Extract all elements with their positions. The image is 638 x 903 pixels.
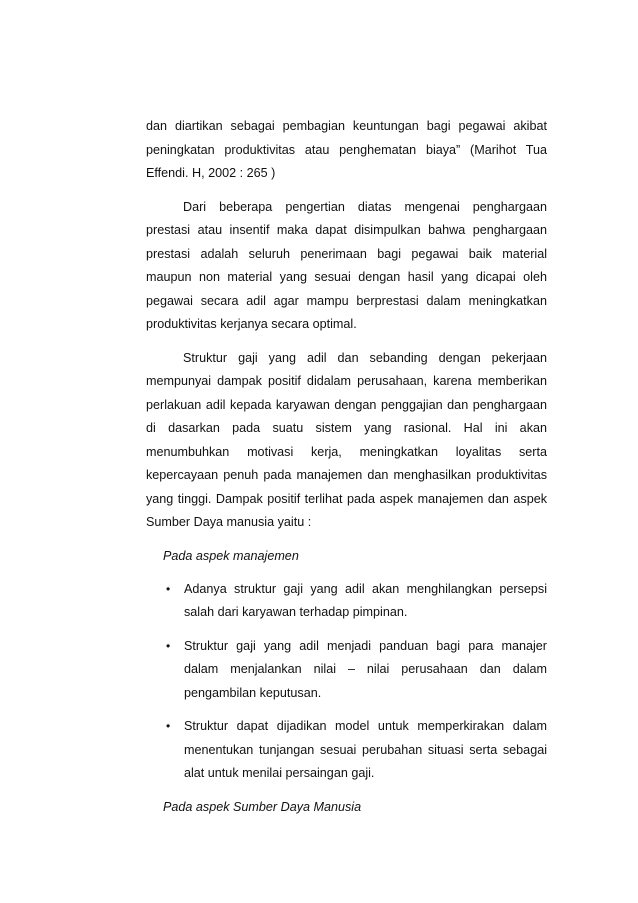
paragraph-2: Dari beberapa pengertian diatas mengenai penghargaan prestasi atau insentif maka dapat disimpulkan bahwa penghargaan prestasi adalah seluruh penerimaan bagi pegawai baik material maupun non material yang sesuai dengan hasil yang dicapai oleh pegawai secara adil agar mampu berprestasi dalam meningkatkan produktivitas kerjanya secara optimal.: [146, 199, 547, 331]
list-item-text: Adanya struktur gaji yang adil akan menghilangkan persepsi salah dari karyawan terhadap pimpinan.: [184, 581, 547, 619]
list-item: [146, 578, 547, 625]
subheading-management-aspect: Pada aspek manajemen: [163, 548, 299, 563]
list-item: [146, 635, 547, 706]
bullet-list: [146, 578, 547, 786]
list-item-text: Struktur dapat dijadikan model untuk memperkirakan dalam menentukan tunjangan sesuai perubahan situasi serta sebagai alat untuk menilai persaingan gaji.: [184, 719, 547, 780]
paragraph-1: dan diartikan sebagai pembagian keuntungan bagi pegawai akibat peningkatan produktivitas atau penghematan biaya” (Marihot Tua Effendi. H, 2002 : 265 ): [146, 119, 547, 180]
list-item-text: Struktur gaji yang adil menjadi panduan bagi para manajer dalam menjalankan nilai – nilai perusahaan dan dalam pengambilan keputusan.: [184, 638, 547, 700]
bullet-icon: •: [166, 638, 171, 653]
paragraph-3: Struktur gaji yang adil dan sebanding dengan pekerjaan mempunyai dampak positif didalam perusahaan, karena memberikan perlakuan adil kepada karyawan dengan penggajian dan penghargaan di dasarkan pada suatu sistem yang rasional. Hal ini akan menumbuhkan motivasi kerja, meningkatkan loyalitas serta kepercayaan penuh pada manajemen dan menghasilkan produktivitas yang tinggi. Dampak positif terlihat pada aspek manajemen dan aspek Sumber Daya manusia yaitu :: [146, 350, 547, 529]
document-page: [146, 115, 547, 819]
subheading-human-resources-aspect: Pada aspek Sumber Daya Manusia: [163, 799, 362, 814]
bullet-icon: •: [166, 581, 171, 596]
list-item: [146, 715, 547, 786]
bullet-icon: •: [166, 719, 171, 733]
